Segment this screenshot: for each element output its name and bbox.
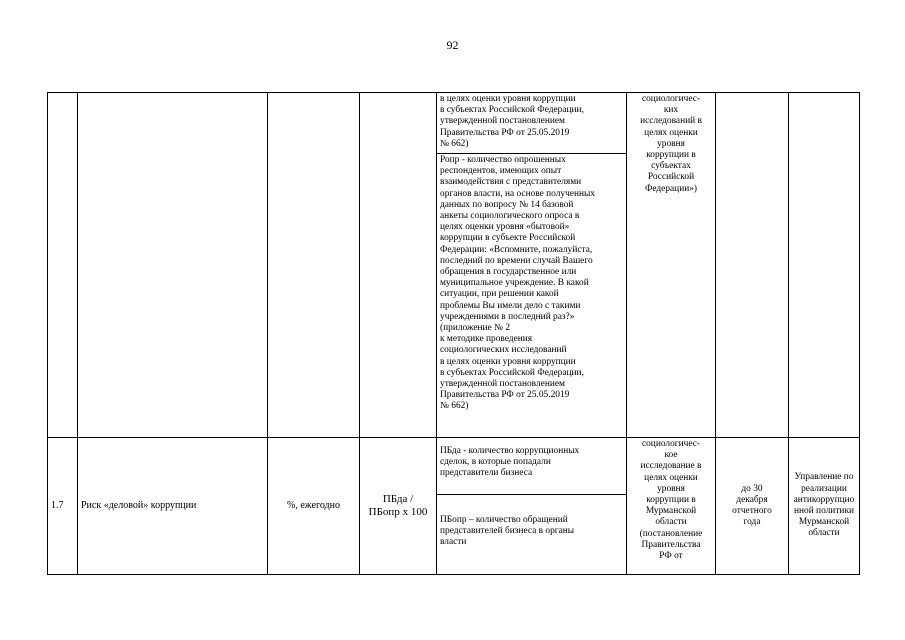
variable-description: Ропр - количество опрошенных респондентов, имеющих опыт взаимодействия с представителями органов власти, на основе полученных данных по вопросу № 14 базовой анкеты социологического опроса в целях оценки уровня «бытовой» коррупции в субъекте Российской Федерации: «Вспомните, пожалуйста, последний по времени случай Вашего обращения в государственное или муниципальное учреждение. В какой ситуации, при решении какой проблемы Вы имели дело с такими учреждениями в последний раз?» (приложение № 2 к методике проведения социологических исследований в целях оценки уровня коррупции в субъектах Российской Федерации, утвержденной постановлением Правительства РФ от 25.05.2019 № 662) — [437, 154, 627, 438]
cell-empty — [360, 93, 437, 438]
variable-description: ПБопр – количество обращений представителей бизнеса в органы власти — [437, 495, 627, 575]
source-cell: социологичес- кое исследование в целях оценки уровня коррупции в Мурманской области (постановление Правительства РФ от — [627, 438, 716, 575]
cell-empty — [268, 93, 360, 438]
deadline-cell: до 30 декабря отчетного года — [716, 438, 789, 575]
variable-description: в целях оценки уровня коррупции в субъектах Российской Федерации, утвержденной постановлением Правительства РФ от 25.05.2019 № 662) — [437, 93, 627, 154]
cell-empty — [48, 93, 78, 438]
table-row — [48, 93, 860, 154]
indicators-table — [47, 92, 860, 575]
table-row — [48, 438, 860, 495]
source-cell: социологичес- ких исследований в целях оценки уровня коррупции в субъектах Российской Федерации») — [627, 93, 716, 438]
responsible-cell: Управление по реализации антикоррупцио нной политики Мурманской области — [789, 438, 860, 575]
unit-cell: %, ежегодно — [268, 438, 360, 575]
cell-empty — [789, 93, 860, 438]
row-number: 1.7 — [48, 438, 78, 575]
indicator-name: Риск «деловой» коррупции — [78, 438, 268, 575]
variable-description: ПБда - количество коррупционных сделок, в которые попадали представители бизнеса — [437, 438, 627, 495]
cell-empty — [716, 93, 789, 438]
page-number: 92 — [446, 38, 459, 52]
formula-cell: ПБда / ПБопр х 100 — [360, 438, 437, 575]
cell-empty — [78, 93, 268, 438]
